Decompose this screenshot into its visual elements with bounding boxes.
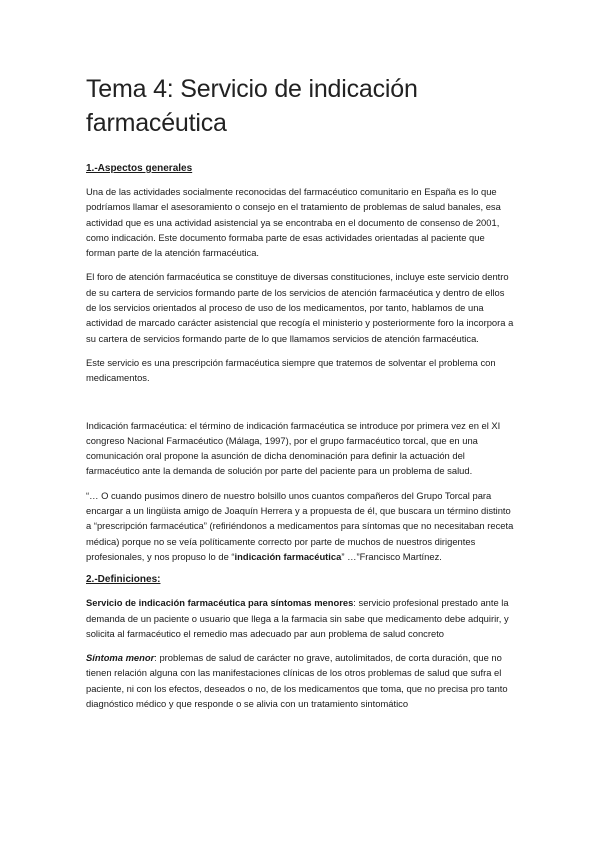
page-title: Tema 4: Servicio de indicación farmacéutica — [86, 75, 418, 137]
quote-text: “… O cuando pusimos dinero de nuestro bolsillo unos cuantos compañeros del Grupo Torcal para encargar a un lingüista amigo de Joaquín Herrera y a propuesta de él, que buscara un término distinto a “prescripción farmacéutica” (refiriéndonos a medicamentos para síntomas que no necesitaban receta médica) porque no se veía políticamente correcto por parte de muchos de nuestros dirigentes profesionales, y nos propuso lo de “ — [86, 489, 514, 562]
quote-emphasis: indicación farmacéutica — [234, 550, 342, 562]
page-content — [86, 72, 514, 720]
paragraph: Una de las actividades socialmente reconocidas del farmacéutico comunitario en España es lo que podríamos llamar el asesoramiento o consejo en el tratamiento de problemas de salud banales, esa actividad que es una actividad asistencial ya se encontraba en el documento de consenso de 2001, como indicación. Este documento formaba parte de esas actividades orientadas al paciente que forman parte de la atención farmacéutica. — [86, 186, 501, 259]
spacer — [86, 395, 514, 418]
paragraph: Este servicio es una prescripción farmacéutica siempre que tratemos de solventar el problema con medicamentos. — [86, 356, 496, 384]
section-heading-aspectos: 1.-Aspectos generales — [86, 163, 193, 174]
paragraph: El foro de atención farmacéutica se constituye de diversas constituciones, incluye este servicio dentro de su cartera de servicios formando parte de los servicios de atención farmacéutica y dentro de ellos de los servicios orientados al proceso de uso de los medicamentos, por tanto, hablamos de una actividad de marcado carácter asistencial que recogía el ministerio y posteriormente foro la incorpora a su cartera de servicios formando parte de lo que llamamos servicios de atención farmacéutica. — [86, 271, 514, 344]
quote-paragraph — [86, 488, 514, 564]
definition-text: : servicio profesional prestado ante la demanda de un paciente o usuario que llega a la farmacia sin sabe que medicamento debe adquirir, y solicita al farmacéutico el remedio mas adecuado par aun problema de salud concreto — [86, 597, 509, 639]
definition-term: Servicio de indicación farmacéutica para síntomas menores — [86, 597, 354, 609]
definition-paragraph — [86, 595, 514, 641]
quote-text-end: ” …”Francisco Martínez. — [341, 550, 442, 562]
definition-term: Síntoma menor — [86, 652, 155, 664]
definition-text: : problemas de salud de carácter no grave, autolimitados, de corta duración, que no tienen relación alguna con las manifestaciones clínicas de los otros problemas de salud que sufra el paciente, ni con los efectos, deseados o no, de los medicamentos que toma, que no precisa pro tanto diagnóstico médico y que responde o se alivia con un tratamiento sintomático — [86, 652, 508, 710]
section-heading-definiciones: 2.-Definiciones: — [86, 574, 161, 586]
paragraph: Indicación farmacéutica: el término de indicación farmacéutica se introduce por primera vez en el XI congreso Nacional Farmacéutico (Málaga, 1997), por el grupo farmacéutico torcal, que en una comunicación oral propone la asunción de dicha denominación para definir la actuación del farmacéutico ante la demanda de solución por parte del paciente para un problema de salud. — [86, 419, 501, 477]
definition-paragraph — [86, 650, 514, 711]
